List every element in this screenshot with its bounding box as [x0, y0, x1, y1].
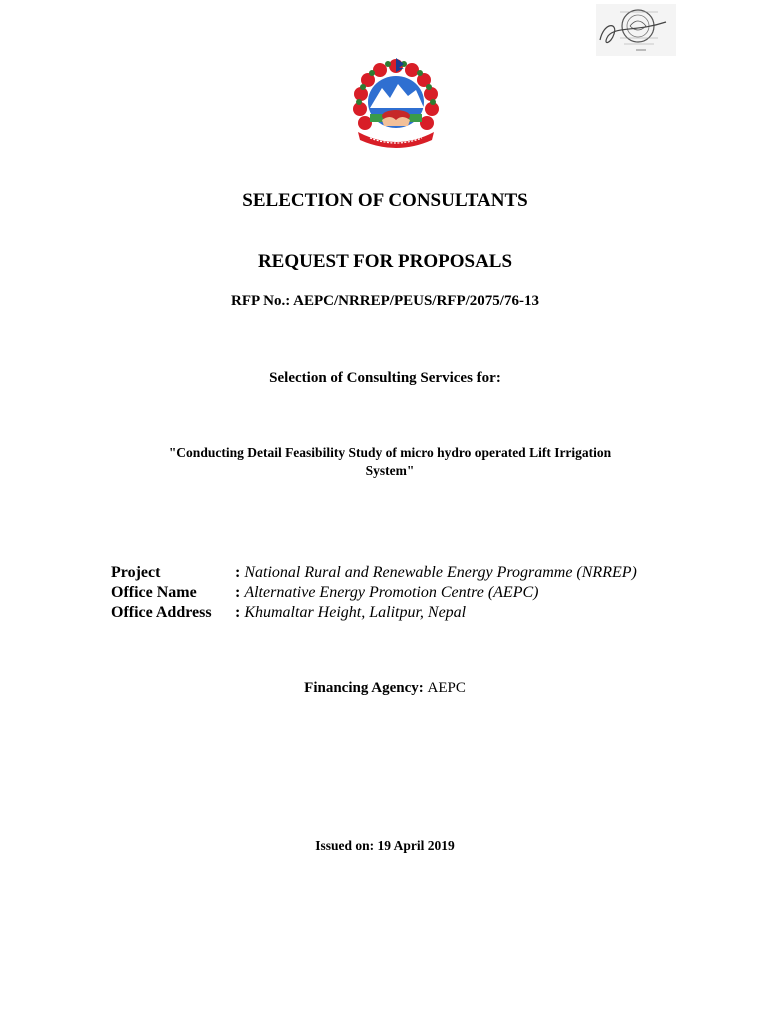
- financing-label: Financing Agency:: [304, 680, 424, 696]
- info-value-project: National Rural and Renewable Energy Programme (NRREP): [244, 564, 637, 581]
- seal-stamp-icon: [596, 4, 676, 56]
- assignment-title-line-1: "Conducting Detail Feasibility Study of micro hydro operated Lift Irrigation: [168, 445, 612, 460]
- issued-date: Issued on: 19 April 2019: [315, 838, 455, 853]
- info-colon: :: [235, 604, 245, 621]
- assignment-title: [120, 444, 660, 480]
- info-label-office-address: Office Address: [111, 604, 212, 621]
- rfp-number: RFP No.: AEPC/NRREP/PEUS/RFP/2075/76-13: [231, 293, 539, 309]
- document-subtitle: REQUEST FOR PROPOSALS: [257, 251, 513, 272]
- services-heading: Selection of Consulting Services for:: [269, 370, 501, 386]
- project-info: [111, 563, 637, 623]
- assignment-title-line-2: System": [365, 463, 415, 478]
- info-colon: :: [235, 564, 245, 581]
- financing-agency: [0, 680, 770, 697]
- info-row-project: [111, 563, 637, 583]
- info-label-office-name: Office Name: [111, 584, 197, 601]
- document-title: SELECTION OF CONSULTANTS: [242, 190, 528, 211]
- info-label-project: Project: [111, 564, 161, 581]
- financing-value: AEPC: [427, 680, 466, 696]
- info-row-office-address: [111, 603, 637, 623]
- info-row-office-name: [111, 583, 637, 603]
- info-value-office-name: Alternative Energy Promotion Centre (AEPC): [244, 584, 539, 601]
- info-colon: :: [235, 584, 245, 601]
- info-value-office-address: Khumaltar Height, Lalitpur, Nepal: [244, 604, 467, 621]
- nepal-emblem-icon: [350, 56, 442, 152]
